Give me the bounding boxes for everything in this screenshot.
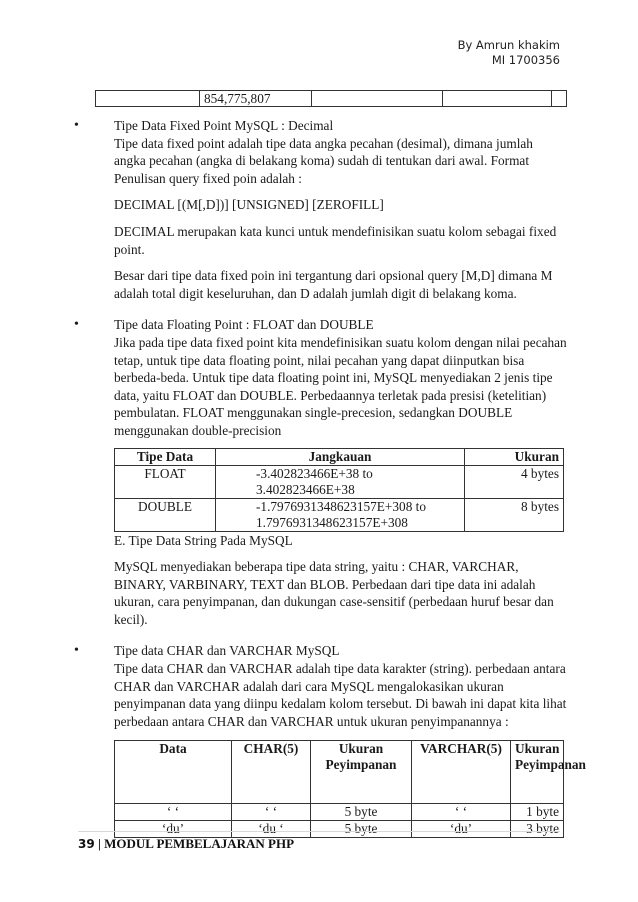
table-header-row (115, 448, 564, 465)
column-header: VARCHAR(5) (412, 741, 511, 804)
table-cell (96, 91, 200, 107)
table-row (96, 91, 567, 107)
table-cell: 5 byte (311, 804, 412, 821)
table-cell: -3.402823466E+38 to 3.402823466E+38 (216, 465, 465, 498)
table-cell: ‘du ‘ (232, 821, 311, 838)
char-section (74, 642, 567, 730)
float-type-table (114, 448, 564, 532)
section-heading: E. Tipe Data String Pada MySQL (114, 532, 293, 548)
table-cell: ‘ ‘ (412, 804, 511, 821)
column-header: Tipe Data (115, 448, 216, 465)
table-cell: FLOAT (115, 465, 216, 498)
table-cell: 4 bytes (465, 465, 564, 498)
table-cell (443, 91, 552, 107)
table-cell: ‘ ‘ (232, 804, 311, 821)
bullet-icon: • (74, 317, 79, 333)
table-cell: ‘du’ (412, 821, 511, 838)
bullet-icon: • (74, 643, 79, 659)
table-cell: -1.7976931348623157E+308 to 1.7976931348623157E+308 (216, 498, 465, 531)
section-title: Tipe data CHAR dan VARCHAR MySQL (114, 643, 340, 659)
table-header-row (115, 741, 564, 804)
table-cell: 1 byte (511, 804, 564, 821)
table-cell: ‘ ‘ (115, 804, 232, 821)
page-number: 39 (78, 837, 95, 851)
table-cell: DOUBLE (115, 498, 216, 531)
table-row (115, 498, 564, 531)
column-header: Data (115, 741, 232, 804)
header-author: By Amrun khakim (457, 38, 560, 52)
header-id: MI 1700356 (491, 53, 560, 67)
column-header: Ukuran (465, 448, 564, 465)
paragraph: Jika pada tipe data fixed point kita mendefinisikan suatu kolom dengan nilai pecahan tetap, untuk tipe data floating point, nilai pecahan yang dapat diinputkan bisa berbeda-beda. Untuk tipe data floating point ini, MySQL menyediakan 2 jenis tipe data, yaitu FLOAT dan DOUBLE. Perbedaannya terletak pada presisi (ketelitian) pembulatan. FLOAT menggunakan single-precesion, sedangkan DOUBLE menggunakan double-precision (114, 334, 567, 438)
column-header: Ukuran Peyimpanan (311, 741, 412, 804)
column-header: Jangkauan (216, 448, 465, 465)
page-header (458, 38, 560, 68)
page-footer (78, 836, 294, 852)
decimal-section (74, 117, 567, 302)
table-cell: 5 byte (311, 821, 412, 838)
table-cell: 8 bytes (465, 498, 564, 531)
paragraph: Besar dari tipe data fixed poin ini tergantung dari opsional query [M,D] dimana M adalah total digit keseluruhan, dan D adalah jumlah digit di belakang koma. (114, 268, 553, 301)
float-section (74, 316, 567, 439)
table-cell: 3 byte (511, 821, 564, 838)
table-cell (552, 91, 567, 107)
column-header: CHAR(5) (232, 741, 311, 804)
footer-title: MODUL PEMBELAJARAN PHP (104, 836, 295, 851)
paragraph: MySQL menyediakan beberapa tipe data string, yaitu : CHAR, VARCHAR, BINARY, VARBINARY, TEXT dan BLOB. Perbedaan dari tipe data ini adalah ukuran, cara penyimpanan, dan dukungan case-sensitif (perbedaan huruf besar dan kecil). (114, 559, 554, 627)
integer-table-fragment (95, 90, 567, 107)
paragraph: Tipe data CHAR dan VARCHAR adalah tipe data karakter (string). perbedaan antara CHAR dan VARCHAR adalah dari cara MySQL mengalokasikan ukuran penyimpanan data yang diinpu kedalam kolom tersebut. Di bawah ini dapat kita lihat perbedaan antara CHAR dan VARCHAR untuk ukuran penyimpanannya : (114, 661, 567, 729)
page-body (74, 90, 586, 838)
section-title: Tipe data Floating Point : FLOAT dan DOUBLE (114, 317, 374, 333)
table-row (115, 465, 564, 498)
paragraph: DECIMAL merupakan kata kunci untuk mendefinisikan suatu kolom sebagai fixed point. (114, 223, 557, 257)
section-title: Tipe Data Fixed Point MySQL : Decimal (114, 118, 334, 133)
char-varchar-table (114, 740, 586, 838)
footer-separator: | (97, 836, 101, 851)
table-cell: 854,775,807 (200, 91, 312, 107)
syntax-line: DECIMAL [(M[,D])] [UNSIGNED] [ZEROFILL] (114, 197, 384, 213)
table-cell: ‘du’ (115, 821, 232, 838)
bullet-icon: • (74, 118, 79, 133)
footer-divider (78, 831, 560, 832)
table-cell (312, 91, 443, 107)
column-header: Ukuran Peyimpanan (511, 741, 564, 804)
paragraph: Tipe data fixed point adalah tipe data angka pecahan (desimal), dimana jumlah angka pecahan (angka di belakang koma) sudah di tentukan dari awal. Format Penulisan query fixed poin adalah : (114, 135, 533, 186)
table-row (115, 804, 564, 821)
